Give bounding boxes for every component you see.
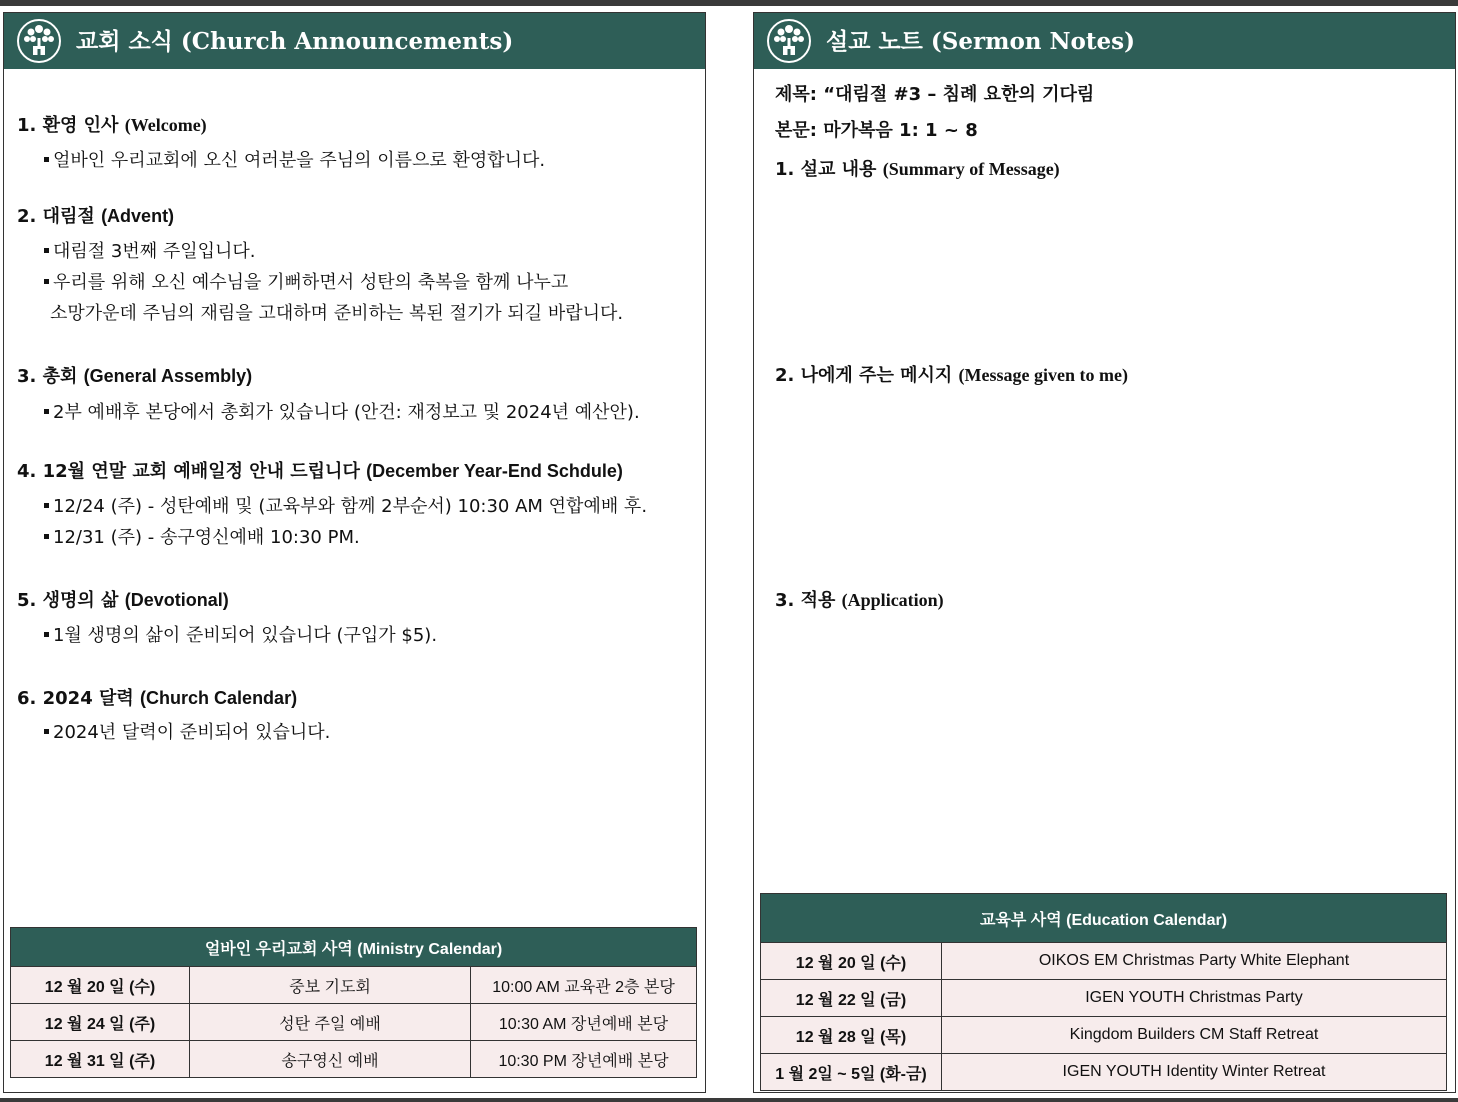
education-calendar-table — [760, 893, 1447, 1091]
section-welcome-title: 1. 환영 인사 (Welcome) — [17, 115, 207, 136]
event-name: IGEN YOUTH Identity Winter Retreat — [942, 1054, 1447, 1091]
welcome-line: 얼바인 우리교회에 오신 여러분을 주님의 이름으로 환영합니다. — [44, 146, 545, 172]
table-row — [11, 1041, 697, 1078]
advent-line-1: 대림절 3번째 주일입니다. — [44, 237, 256, 263]
church-tree-logo-icon — [766, 18, 812, 64]
table-row — [761, 1054, 1447, 1091]
assembly-line: 2부 예배후 본당에서 총회가 있습니다 (안건: 재정보고 및 2024년 예산안). — [44, 398, 640, 424]
section-message-title: 2. 나에게 주는 메시지 (Message given to me) — [775, 365, 1128, 386]
event-name: 송구영신 예배 — [190, 1041, 471, 1078]
announcements-header — [4, 13, 705, 69]
window-top-bar — [0, 0, 1458, 6]
event-date: 12 월 31 일 (주) — [11, 1041, 190, 1078]
table-row — [761, 943, 1447, 980]
sermon-title: 제목: “대림절 #3 – 침례 요한의 기다림 — [775, 84, 1095, 105]
event-time-place: 10:00 AM 교육관 2층 본당 — [471, 967, 697, 1004]
year-end-line-2: 12/31 (주) - 송구영신예배 10:30 PM. — [44, 523, 360, 549]
event-name: OIKOS EM Christmas Party White Elephant — [942, 943, 1447, 980]
event-name: Kingdom Builders CM Staff Retreat — [942, 1017, 1447, 1054]
sermon-notes-panel — [753, 12, 1456, 1093]
section-devotional-title: 5. 생명의 삶 (Devotional) — [17, 590, 229, 611]
event-date: 12 월 22 일 (금) — [761, 980, 942, 1017]
advent-line-2-continuation: 소망가운데 주님의 재림을 고대하며 준비하는 복된 절기가 되길 바랍니다. — [50, 303, 624, 324]
section-assembly-title: 3. 총회 (General Assembly) — [17, 366, 253, 387]
event-date: 12 월 20 일 (수) — [761, 943, 942, 980]
window-bottom-bar — [0, 1098, 1458, 1102]
devotional-line: 1월 생명의 삶이 준비되어 있습니다 (구입가 $5). — [44, 621, 437, 647]
event-date: 12 월 24 일 (주) — [11, 1004, 190, 1041]
table-row — [761, 1017, 1447, 1054]
year-end-line-1: 12/24 (주) - 성탄예배 및 (교육부와 함께 2부순서) 10:30 AM 연합예배 후. — [44, 492, 647, 518]
advent-line-2: 우리를 위해 오신 예수님을 기뻐하면서 성탄의 축복을 함께 나누고 — [44, 268, 568, 294]
table-row — [761, 980, 1447, 1017]
section-application-title: 3. 적용 (Application) — [775, 590, 944, 611]
sermon-scripture: 본문: 마가복음 1: 1 ~ 8 — [775, 120, 978, 141]
church-tree-logo-icon — [16, 18, 62, 64]
section-year-end-title: 4. 12월 연말 교회 예배일정 안내 드립니다 (December Year-End Schdule) — [17, 461, 623, 482]
table-row — [11, 967, 697, 1004]
education-calendar-header: 교육부 사역 (Education Calendar) — [761, 894, 1447, 943]
sermon-notes-header — [754, 13, 1455, 69]
event-name: 중보 기도회 — [190, 967, 471, 1004]
section-summary-title: 1. 설교 내용 (Summary of Message) — [775, 159, 1060, 180]
calendar-line: 2024년 달력이 준비되어 있습니다. — [44, 718, 330, 744]
event-name: IGEN YOUTH Christmas Party — [942, 980, 1447, 1017]
church-announcements-panel — [3, 12, 706, 1093]
announcements-title: 교회 소식 (Church Announcements) — [76, 28, 514, 55]
table-row — [11, 1004, 697, 1041]
event-time-place: 10:30 PM 장년예배 본당 — [471, 1041, 697, 1078]
event-time-place: 10:30 AM 장년예배 본당 — [471, 1004, 697, 1041]
ministry-calendar-table — [10, 927, 697, 1078]
section-advent-title: 2. 대림절 (Advent) — [17, 206, 175, 227]
event-date: 12 월 20 일 (수) — [11, 967, 190, 1004]
event-date: 1 월 2일 ~ 5일 (화-금) — [761, 1054, 942, 1091]
sermon-notes-title: 설교 노트 (Sermon Notes) — [826, 28, 1135, 55]
section-calendar-title: 6. 2024 달력 (Church Calendar) — [17, 688, 298, 709]
event-name: 성탄 주일 예배 — [190, 1004, 471, 1041]
event-date: 12 월 28 일 (목) — [761, 1017, 942, 1054]
ministry-calendar-header: 얼바인 우리교회 사역 (Ministry Calendar) — [11, 928, 697, 967]
